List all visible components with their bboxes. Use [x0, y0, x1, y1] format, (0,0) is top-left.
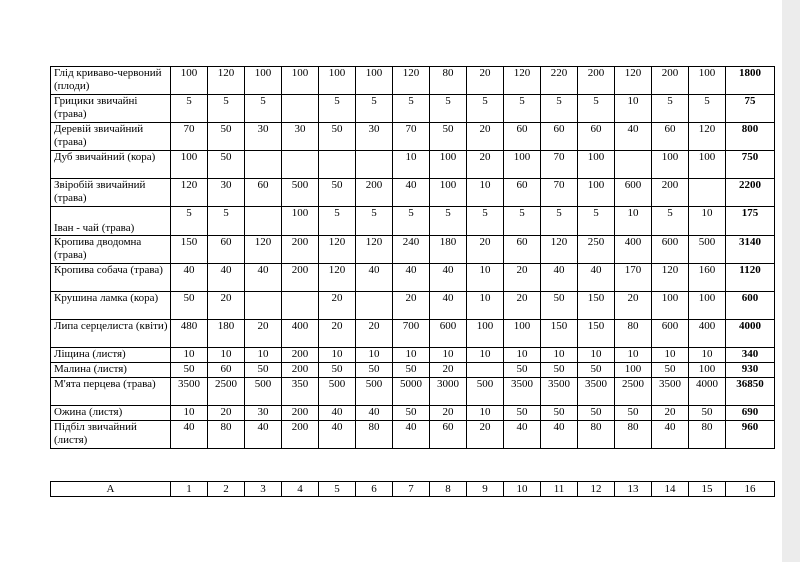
value-cell: 50: [208, 123, 245, 151]
value-cell: 400: [282, 320, 319, 348]
value-cell: 10: [245, 348, 282, 363]
total-cell: 750: [726, 151, 775, 179]
table-row: [51, 406, 775, 421]
value-cell: 5: [208, 207, 245, 236]
value-cell: 50: [578, 406, 615, 421]
column-number-cell: 16: [726, 482, 775, 497]
value-cell: [467, 363, 504, 378]
column-number-cell: 8: [430, 482, 467, 497]
value-cell: 120: [689, 123, 726, 151]
total-cell: 960: [726, 421, 775, 449]
column-number-cell: 7: [393, 482, 430, 497]
value-cell: 100: [430, 151, 467, 179]
value-cell: 10: [578, 348, 615, 363]
value-cell: 500: [467, 378, 504, 406]
table-row: [51, 179, 775, 207]
plant-name-cell: Звіробій звичайний (трава): [51, 179, 171, 207]
value-cell: 5: [689, 95, 726, 123]
value-cell: 70: [541, 179, 578, 207]
value-cell: 120: [356, 236, 393, 264]
column-number-cell: 13: [615, 482, 652, 497]
value-cell: 120: [652, 264, 689, 292]
value-cell: 10: [615, 95, 652, 123]
value-cell: 10: [615, 207, 652, 236]
total-cell: 4000: [726, 320, 775, 348]
value-cell: 200: [282, 363, 319, 378]
value-cell: [245, 151, 282, 179]
total-cell: 340: [726, 348, 775, 363]
page-edge-shadow: [782, 0, 800, 562]
table-row: [51, 95, 775, 123]
value-cell: 50: [578, 363, 615, 378]
plant-name-cell: Деревій звичайний (трава): [51, 123, 171, 151]
total-cell: 3140: [726, 236, 775, 264]
value-cell: 400: [689, 320, 726, 348]
value-cell: 3500: [541, 378, 578, 406]
value-cell: 5: [171, 95, 208, 123]
value-cell: 100: [689, 292, 726, 320]
value-cell: 50: [319, 123, 356, 151]
value-cell: 10: [652, 348, 689, 363]
plant-name-cell: Кропива собача (трава): [51, 264, 171, 292]
value-cell: 60: [208, 236, 245, 264]
value-cell: 5: [356, 95, 393, 123]
table-row: [51, 151, 775, 179]
table-row: [51, 320, 775, 348]
value-cell: 5: [319, 207, 356, 236]
value-cell: [282, 151, 319, 179]
value-cell: 10: [504, 348, 541, 363]
table-row: [51, 421, 775, 449]
value-cell: 10: [208, 348, 245, 363]
value-cell: 200: [282, 348, 319, 363]
value-cell: 40: [208, 264, 245, 292]
value-cell: 20: [356, 320, 393, 348]
value-cell: 100: [356, 67, 393, 95]
total-cell: 1800: [726, 67, 775, 95]
value-cell: 120: [393, 67, 430, 95]
value-cell: 100: [504, 151, 541, 179]
value-cell: 400: [615, 236, 652, 264]
value-cell: 100: [171, 151, 208, 179]
value-cell: 10: [393, 151, 430, 179]
value-cell: 120: [245, 236, 282, 264]
value-cell: 200: [578, 67, 615, 95]
value-cell: 100: [578, 179, 615, 207]
value-cell: 10: [541, 348, 578, 363]
value-cell: 120: [541, 236, 578, 264]
value-cell: 20: [504, 264, 541, 292]
value-cell: 40: [393, 421, 430, 449]
value-cell: 3000: [430, 378, 467, 406]
value-cell: 3500: [578, 378, 615, 406]
value-cell: 40: [541, 421, 578, 449]
table-row: [51, 207, 775, 236]
value-cell: 50: [356, 363, 393, 378]
value-cell: 100: [319, 67, 356, 95]
value-cell: 5: [652, 95, 689, 123]
table-row: [51, 378, 775, 406]
value-cell: 600: [652, 320, 689, 348]
value-cell: 100: [282, 207, 319, 236]
value-cell: [615, 151, 652, 179]
value-cell: 100: [504, 320, 541, 348]
value-cell: 100: [689, 363, 726, 378]
value-cell: 40: [356, 264, 393, 292]
value-cell: 150: [578, 320, 615, 348]
value-cell: 500: [282, 179, 319, 207]
value-cell: 80: [615, 421, 652, 449]
value-cell: 5: [467, 207, 504, 236]
value-cell: 50: [615, 406, 652, 421]
value-cell: 50: [541, 363, 578, 378]
value-cell: 240: [393, 236, 430, 264]
table-row: [51, 363, 775, 378]
total-cell: 930: [726, 363, 775, 378]
value-cell: 40: [393, 264, 430, 292]
value-cell: 180: [208, 320, 245, 348]
value-cell: 5000: [393, 378, 430, 406]
value-cell: [319, 151, 356, 179]
value-cell: 10: [467, 179, 504, 207]
value-cell: 4000: [689, 378, 726, 406]
value-cell: 10: [319, 348, 356, 363]
value-cell: 5: [504, 95, 541, 123]
value-cell: 100: [282, 67, 319, 95]
value-cell: 80: [356, 421, 393, 449]
total-cell: 600: [726, 292, 775, 320]
table-row: [51, 236, 775, 264]
plant-name-cell: Підбіл звичайний (листя): [51, 421, 171, 449]
value-cell: 120: [615, 67, 652, 95]
value-cell: 20: [430, 406, 467, 421]
value-cell: 5: [578, 207, 615, 236]
value-cell: 30: [245, 406, 282, 421]
value-cell: 3500: [504, 378, 541, 406]
value-cell: 100: [689, 67, 726, 95]
value-cell: 20: [467, 421, 504, 449]
value-cell: 170: [615, 264, 652, 292]
value-cell: 50: [689, 406, 726, 421]
value-cell: 100: [467, 320, 504, 348]
table-row: [51, 67, 775, 95]
column-number-row: [51, 482, 775, 497]
table-row: [51, 264, 775, 292]
value-cell: 60: [504, 179, 541, 207]
value-cell: 5: [393, 207, 430, 236]
value-cell: 100: [615, 363, 652, 378]
value-cell: 480: [171, 320, 208, 348]
value-cell: 5: [541, 207, 578, 236]
value-cell: 20: [467, 123, 504, 151]
value-cell: 250: [578, 236, 615, 264]
column-number-cell: 5: [319, 482, 356, 497]
value-cell: 5: [356, 207, 393, 236]
value-cell: 100: [578, 151, 615, 179]
value-cell: 150: [578, 292, 615, 320]
value-cell: 220: [541, 67, 578, 95]
table-row: [51, 123, 775, 151]
value-cell: 50: [171, 363, 208, 378]
value-cell: 60: [652, 123, 689, 151]
herb-data-table: [50, 66, 775, 449]
plant-name-cell: Дуб звичайний (кора): [51, 151, 171, 179]
value-cell: 150: [541, 320, 578, 348]
value-cell: [356, 151, 393, 179]
value-cell: 5: [393, 95, 430, 123]
value-cell: 40: [245, 264, 282, 292]
value-cell: 5: [171, 207, 208, 236]
value-cell: 5: [467, 95, 504, 123]
value-cell: 3500: [171, 378, 208, 406]
value-cell: 20: [319, 292, 356, 320]
column-number-cell: 6: [356, 482, 393, 497]
value-cell: 5: [208, 95, 245, 123]
column-number-cell: 2: [208, 482, 245, 497]
value-cell: 10: [467, 348, 504, 363]
value-cell: 50: [319, 179, 356, 207]
value-cell: [356, 292, 393, 320]
value-cell: 50: [541, 292, 578, 320]
value-cell: 50: [171, 292, 208, 320]
value-cell: 5: [652, 207, 689, 236]
plant-name-cell: Ліщина (листя): [51, 348, 171, 363]
value-cell: 80: [689, 421, 726, 449]
plant-name-cell: Малина (листя): [51, 363, 171, 378]
value-cell: [689, 179, 726, 207]
column-number-cell: 10: [504, 482, 541, 497]
column-number-cell: 3: [245, 482, 282, 497]
value-cell: 40: [615, 123, 652, 151]
value-cell: 10: [393, 348, 430, 363]
value-cell: 30: [208, 179, 245, 207]
value-cell: 40: [319, 406, 356, 421]
value-cell: 40: [171, 264, 208, 292]
value-cell: 700: [393, 320, 430, 348]
value-cell: 50: [504, 363, 541, 378]
value-cell: 20: [615, 292, 652, 320]
plant-name-cell: Ожина (листя): [51, 406, 171, 421]
value-cell: 200: [652, 179, 689, 207]
value-cell: 100: [171, 67, 208, 95]
value-cell: 600: [430, 320, 467, 348]
value-cell: 30: [356, 123, 393, 151]
value-cell: 40: [356, 406, 393, 421]
total-cell: 36850: [726, 378, 775, 406]
value-cell: 160: [689, 264, 726, 292]
value-cell: 350: [282, 378, 319, 406]
plant-name-cell: М'ята перцева (трава): [51, 378, 171, 406]
total-cell: 800: [726, 123, 775, 151]
value-cell: 40: [652, 421, 689, 449]
value-cell: 20: [208, 406, 245, 421]
table-row: [51, 348, 775, 363]
value-cell: 50: [245, 363, 282, 378]
value-cell: 10: [467, 406, 504, 421]
value-cell: 50: [208, 151, 245, 179]
value-cell: 40: [393, 179, 430, 207]
column-number-cell: 9: [467, 482, 504, 497]
value-cell: 100: [430, 179, 467, 207]
value-cell: 150: [171, 236, 208, 264]
total-cell: 175: [726, 207, 775, 236]
value-cell: [245, 207, 282, 236]
value-cell: 2500: [208, 378, 245, 406]
value-cell: 120: [319, 264, 356, 292]
value-cell: [245, 292, 282, 320]
value-cell: 30: [245, 123, 282, 151]
value-cell: 60: [430, 421, 467, 449]
value-cell: 20: [245, 320, 282, 348]
value-cell: 50: [393, 406, 430, 421]
value-cell: 500: [689, 236, 726, 264]
value-cell: 20: [504, 292, 541, 320]
total-cell: 2200: [726, 179, 775, 207]
value-cell: 10: [430, 348, 467, 363]
value-cell: 60: [208, 363, 245, 378]
table-row: [51, 292, 775, 320]
value-cell: 120: [504, 67, 541, 95]
value-cell: 20: [430, 363, 467, 378]
value-cell: 10: [171, 348, 208, 363]
value-cell: 5: [319, 95, 356, 123]
value-cell: 60: [541, 123, 578, 151]
value-cell: 80: [578, 421, 615, 449]
value-cell: 200: [652, 67, 689, 95]
value-cell: 80: [208, 421, 245, 449]
value-cell: 50: [319, 363, 356, 378]
plant-name-cell: Грицики звичайні (трава): [51, 95, 171, 123]
value-cell: 200: [282, 421, 319, 449]
value-cell: 5: [245, 95, 282, 123]
value-cell: 20: [652, 406, 689, 421]
value-cell: 80: [430, 67, 467, 95]
value-cell: 50: [430, 123, 467, 151]
value-cell: 50: [393, 363, 430, 378]
value-cell: 200: [282, 406, 319, 421]
value-cell: 5: [430, 207, 467, 236]
value-cell: 20: [467, 151, 504, 179]
value-cell: 10: [467, 264, 504, 292]
value-cell: 120: [171, 179, 208, 207]
value-cell: 60: [504, 236, 541, 264]
value-cell: 60: [245, 179, 282, 207]
value-cell: 500: [245, 378, 282, 406]
value-cell: 40: [578, 264, 615, 292]
column-number-cell: 4: [282, 482, 319, 497]
value-cell: 200: [356, 179, 393, 207]
value-cell: 200: [282, 264, 319, 292]
value-cell: 40: [541, 264, 578, 292]
value-cell: 50: [652, 363, 689, 378]
column-number-cell: 1: [171, 482, 208, 497]
value-cell: 2500: [615, 378, 652, 406]
value-cell: 100: [652, 151, 689, 179]
value-cell: 20: [393, 292, 430, 320]
value-cell: 10: [467, 292, 504, 320]
value-cell: 20: [208, 292, 245, 320]
value-cell: 10: [171, 406, 208, 421]
value-cell: 120: [319, 236, 356, 264]
value-cell: 40: [319, 421, 356, 449]
value-cell: 70: [393, 123, 430, 151]
value-cell: 30: [282, 123, 319, 151]
column-number-cell: 12: [578, 482, 615, 497]
value-cell: 120: [208, 67, 245, 95]
value-cell: [282, 292, 319, 320]
value-cell: 80: [615, 320, 652, 348]
value-cell: 200: [282, 236, 319, 264]
value-cell: [282, 95, 319, 123]
plant-name-cell: Крушина ламка (кора): [51, 292, 171, 320]
value-cell: 10: [689, 348, 726, 363]
value-cell: 600: [652, 236, 689, 264]
value-cell: 500: [356, 378, 393, 406]
total-cell: 75: [726, 95, 775, 123]
value-cell: 40: [504, 421, 541, 449]
value-cell: 50: [504, 406, 541, 421]
value-cell: 100: [689, 151, 726, 179]
value-cell: 50: [541, 406, 578, 421]
plant-name-cell: Липа серцелиста (квіти): [51, 320, 171, 348]
value-cell: 500: [319, 378, 356, 406]
total-cell: 690: [726, 406, 775, 421]
value-cell: 20: [467, 67, 504, 95]
value-cell: 5: [541, 95, 578, 123]
value-cell: 10: [615, 348, 652, 363]
value-cell: 5: [578, 95, 615, 123]
value-cell: 60: [578, 123, 615, 151]
column-number-cell: А: [51, 482, 171, 497]
plant-name-cell: Іван - чай (трава): [51, 207, 171, 236]
column-number-cell: 15: [689, 482, 726, 497]
value-cell: 10: [356, 348, 393, 363]
value-cell: 100: [245, 67, 282, 95]
value-cell: 20: [467, 236, 504, 264]
value-cell: 10: [689, 207, 726, 236]
value-cell: 40: [430, 292, 467, 320]
value-cell: 60: [504, 123, 541, 151]
plant-name-cell: Глід криваво-червоний (плоди): [51, 67, 171, 95]
value-cell: 100: [652, 292, 689, 320]
value-cell: 70: [541, 151, 578, 179]
value-cell: 40: [171, 421, 208, 449]
column-number-cell: 11: [541, 482, 578, 497]
value-cell: 5: [430, 95, 467, 123]
value-cell: 5: [504, 207, 541, 236]
value-cell: 3500: [652, 378, 689, 406]
total-cell: 1120: [726, 264, 775, 292]
value-cell: 70: [171, 123, 208, 151]
plant-name-cell: Кропива дводомна (трава): [51, 236, 171, 264]
value-cell: 40: [430, 264, 467, 292]
value-cell: 600: [615, 179, 652, 207]
value-cell: 20: [319, 320, 356, 348]
column-number-cell: 14: [652, 482, 689, 497]
value-cell: 40: [245, 421, 282, 449]
column-number-row-table: [50, 481, 775, 497]
value-cell: 180: [430, 236, 467, 264]
